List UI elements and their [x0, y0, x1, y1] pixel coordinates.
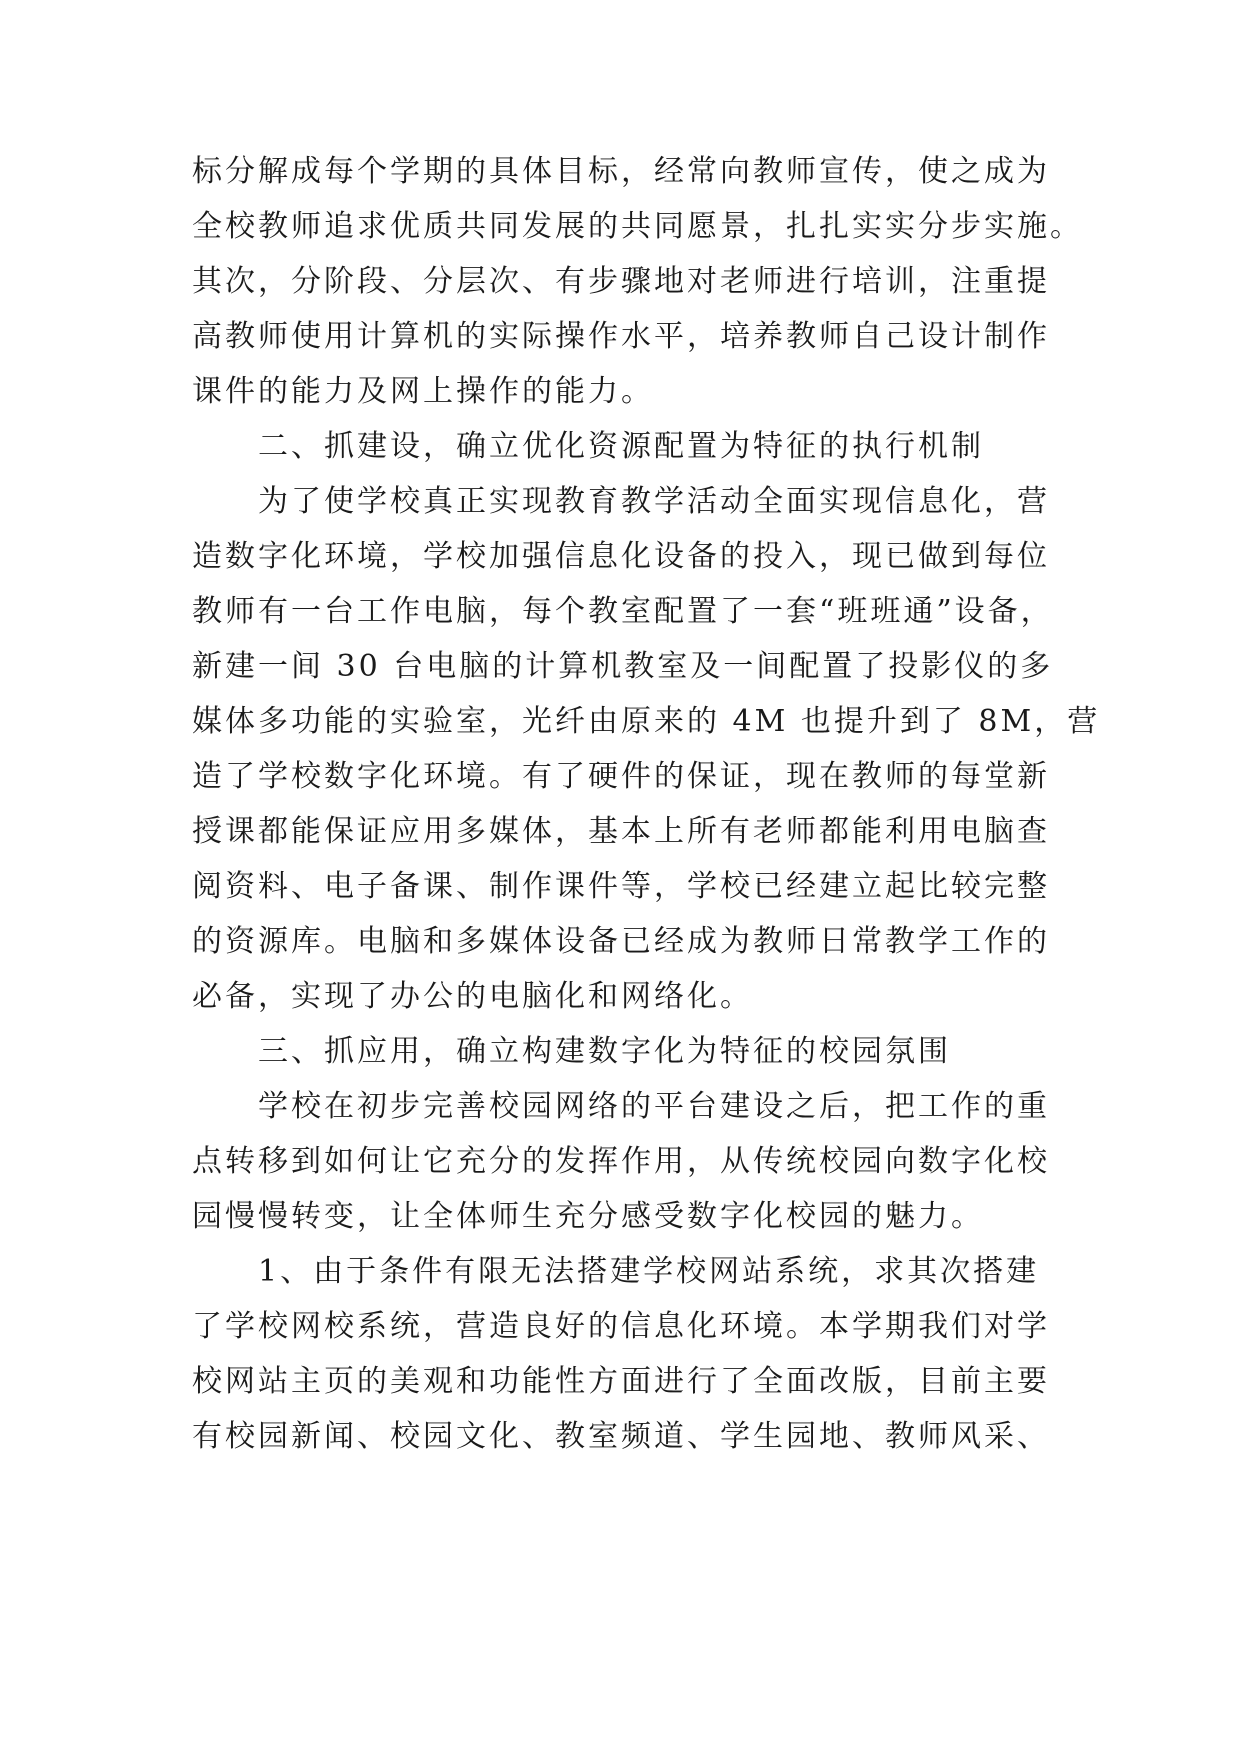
text-line: 课件的能力及网上操作的能力。	[192, 374, 654, 409]
section-heading: 三、抓应用，确立构建数字化为特征的校园氛围	[258, 1034, 951, 1069]
text-line: 媒体多功能的实验室，光纤由原来的 4M 也提升到了 8M，营	[192, 704, 1101, 739]
text-line: 阅资料、电子备课、制作课件等，学校已经建立起比较完整	[192, 869, 1050, 904]
text-line: 授课都能保证应用多媒体，基本上所有老师都能利用电脑查	[192, 814, 1050, 849]
text-line: 校网站主页的美观和功能性方面进行了全面改版，目前主要	[192, 1364, 1050, 1399]
text-line: 为了使学校真正实现教育教学活动全面实现信息化，营	[258, 484, 1050, 519]
text-line: 教师有一台工作电脑，每个教室配置了一套“班班通”设备，	[192, 594, 1054, 629]
text-line: 了学校网校系统，营造良好的信息化环境。本学期我们对学	[192, 1309, 1050, 1344]
text-line: 必备，实现了办公的电脑化和网络化。	[192, 979, 753, 1014]
text-line: 点转移到如何让它充分的发挥作用，从传统校园向数字化校	[192, 1144, 1050, 1179]
text-line: 1、由于条件有限无法搭建学校网站系统，求其次搭建	[258, 1254, 1040, 1289]
text-line: 全校教师追求优质共同发展的共同愿景，扎扎实实分步实施。	[192, 209, 1083, 244]
text-line: 标分解成每个学期的具体目标，经常向教师宣传，使之成为	[192, 154, 1050, 189]
text-line: 造了学校数字化环境。有了硬件的保证，现在教师的每堂新	[192, 759, 1050, 794]
text-line: 学校在初步完善校园网络的平台建设之后，把工作的重	[258, 1089, 1050, 1124]
section-heading: 二、抓建设，确立优化资源配置为特征的执行机制	[258, 429, 984, 464]
text-line: 新建一间 30 台电脑的计算机教室及一间配置了投影仪的多	[192, 649, 1054, 684]
text-line: 园慢慢转变，让全体师生充分感受数字化校园的魅力。	[192, 1199, 984, 1234]
text-line: 其次，分阶段、分层次、有步骤地对老师进行培训，注重提	[192, 264, 1050, 299]
text-line: 的资源库。电脑和多媒体设备已经成为教师日常教学工作的	[192, 924, 1050, 959]
text-line: 有校园新闻、校园文化、教室频道、学生园地、教师风采、	[192, 1419, 1050, 1454]
text-line: 造数字化环境，学校加强信息化设备的投入，现已做到每位	[192, 539, 1050, 574]
text-line: 高教师使用计算机的实际操作水平，培养教师自己设计制作	[192, 319, 1050, 354]
